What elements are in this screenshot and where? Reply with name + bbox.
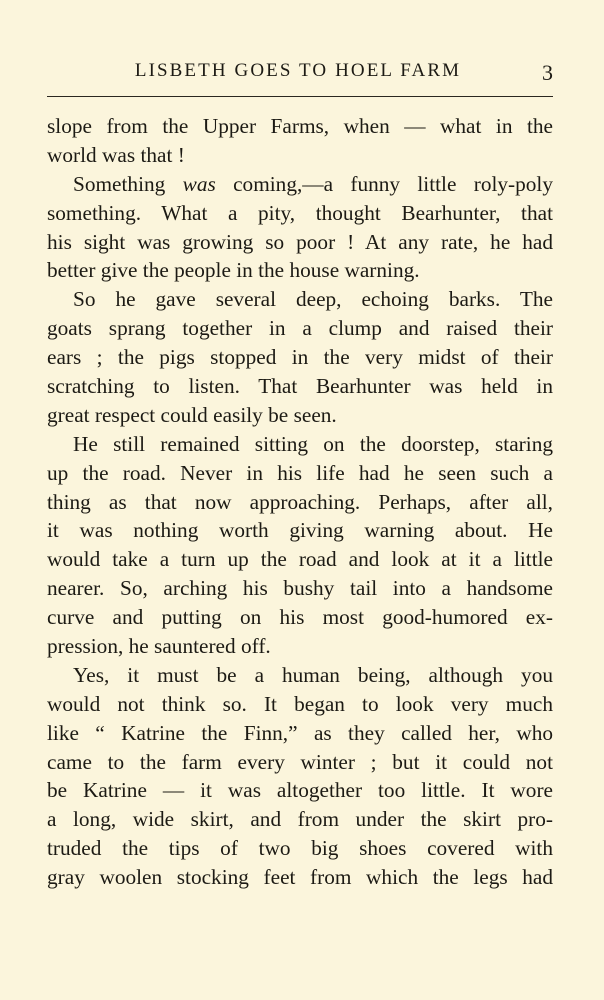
text-line: up the road. Never in his life had he seen such a	[47, 460, 553, 485]
text-line: came to the farm every winter ; but it could not	[47, 749, 553, 774]
text-line: world was that !	[47, 142, 185, 167]
text-line: curve and putting on his most good-humored ex-	[47, 605, 553, 630]
text-line: nearer. So, arching his bushy tail into a handsome	[47, 576, 553, 601]
text-line: his sight was growing so poor ! At any rate, he had	[47, 229, 553, 254]
text-line: gray woolen stocking feet from which the legs had	[47, 865, 553, 890]
text-line: He still remained sitting on the doorstep, staring	[73, 431, 553, 456]
text-line: would not think so. It began to look very much	[47, 691, 553, 716]
page-number: 3	[542, 60, 553, 85]
running-head	[47, 58, 553, 88]
running-title: LISBETH GOES TO HOEL FARM	[134, 60, 462, 81]
text-line: pression, he sauntered off.	[47, 634, 271, 659]
header-rule	[47, 96, 553, 97]
text-line: Yes, it must be a human being, although you	[73, 662, 553, 687]
text-line: thing as that now approaching. Perhaps, after all,	[47, 489, 553, 514]
text-line: a long, wide skirt, and from under the skirt pro-	[47, 807, 553, 832]
text-line: would take a turn up the road and look at it a little	[47, 547, 553, 572]
text-line: it was nothing worth giving warning about. He	[47, 518, 553, 543]
text-segment: Something	[73, 171, 183, 196]
text-line: be Katrine — it was altogether too little. It wore	[47, 778, 553, 803]
text-segment: coming,—a funny little roly-poly	[215, 171, 553, 196]
text-line: something. What a pity, thought Bearhunter, that	[47, 200, 553, 225]
text-line: great respect could easily be seen.	[47, 402, 337, 427]
text-line: goats sprang together in a clump and raised their	[47, 316, 553, 341]
text-line: slope from the Upper Farms, when — what in the	[47, 114, 553, 138]
italic-text-segment: was	[182, 171, 216, 196]
text-line: truded the tips of two big shoes covered with	[47, 836, 553, 861]
text-line: ears ; the pigs stopped in the very midst of their	[47, 345, 553, 370]
text-line	[47, 170, 553, 199]
text-line: So he gave several deep, echoing barks. The	[73, 287, 553, 312]
body-text	[47, 112, 553, 892]
text-line: like “ Katrine the Finn,” as they called her, who	[47, 720, 553, 745]
text-line: better give the people in the house warning.	[47, 258, 420, 283]
text-line: scratching to listen. That Bearhunter was held in	[47, 374, 553, 399]
